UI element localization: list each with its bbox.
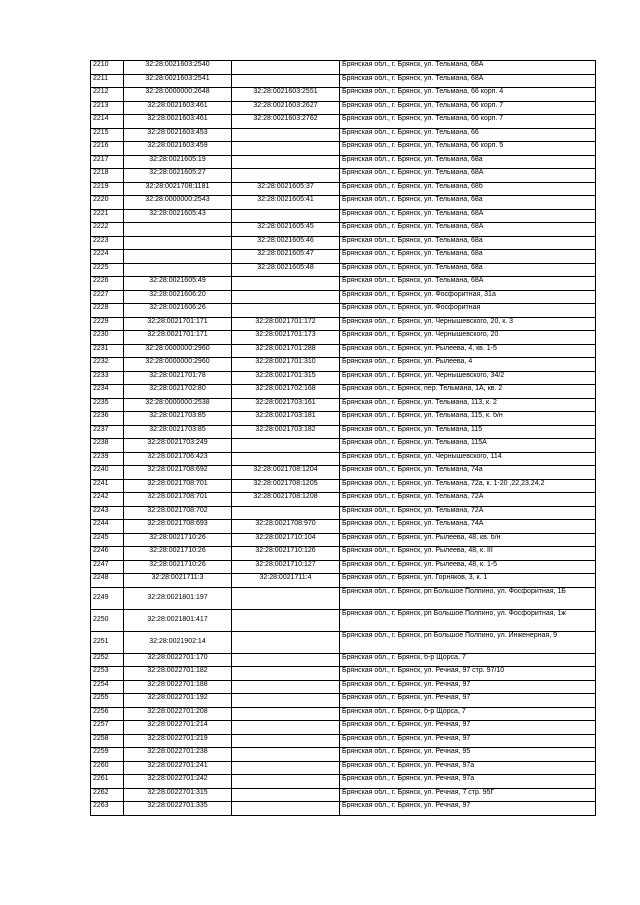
address-cell: Брянская обл., г. Брянск, ул. Тельмана, 68а	[340, 263, 596, 277]
table-row	[91, 88, 596, 102]
related-cadastral-number-cell	[232, 155, 340, 169]
related-cadastral-number-cell: 32:28:0021703:182	[232, 425, 340, 439]
table-row	[91, 304, 596, 318]
row-number: 2210	[91, 61, 124, 75]
row-number: 2245	[91, 533, 124, 547]
table-row	[91, 290, 596, 304]
row-number: 2256	[91, 707, 124, 721]
address-cell: Брянская обл., г. Брянск, ул. Тельмана, 74А	[340, 520, 596, 534]
related-cadastral-number-cell	[232, 694, 340, 708]
table-row	[91, 263, 596, 277]
address-cell: Брянская обл., г. Брянск, ул. Тельмана, 68а	[340, 250, 596, 264]
table-row	[91, 667, 596, 681]
cadastral-number-cell: 32:28:0021703:249	[124, 439, 232, 453]
cadastral-number-cell: 32:28:0021902:14	[124, 631, 232, 653]
cadastral-number-cell: 32:28:0021702:80	[124, 385, 232, 399]
related-cadastral-number-cell	[232, 169, 340, 183]
table-row	[91, 609, 596, 631]
related-cadastral-number-cell: 32:28:0021708:970	[232, 520, 340, 534]
table-row	[91, 748, 596, 762]
table-row	[91, 680, 596, 694]
address-cell: Брянская обл., г. Брянск, ул. Рылеева, 48, к. III	[340, 547, 596, 561]
address-cell: Брянская обл., г. Брянск, ул. Чернышевского, 34/2	[340, 371, 596, 385]
related-cadastral-number-cell	[232, 761, 340, 775]
table-row	[91, 761, 596, 775]
related-cadastral-number-cell: 32:28:0021605:37	[232, 182, 340, 196]
table-row	[91, 653, 596, 667]
table-row	[91, 707, 596, 721]
address-cell: Брянская обл., г. Брянск, ул. Речная, 97а	[340, 761, 596, 775]
related-cadastral-number-cell: 32:28:0021711:4	[232, 574, 340, 588]
related-cadastral-number-cell: 32:28:0021703:161	[232, 398, 340, 412]
address-cell: Брянская обл., г. Брянск, рп Большое Полпино, ул. Фосфоритная, 1Б	[340, 587, 596, 609]
table-row	[91, 452, 596, 466]
address-cell: Брянская обл., г. Брянск, ул. Речная, 95	[340, 748, 596, 762]
table-row	[91, 331, 596, 345]
related-cadastral-number-cell	[232, 609, 340, 631]
related-cadastral-number-cell	[232, 721, 340, 735]
row-number: 2253	[91, 667, 124, 681]
row-number: 2231	[91, 344, 124, 358]
row-number: 2262	[91, 788, 124, 802]
address-cell: Брянская обл., г. Брянск, ул. Тельмана, 66	[340, 128, 596, 142]
row-number: 2233	[91, 371, 124, 385]
table-row	[91, 694, 596, 708]
cadastral-number-cell: 32:28:0021605:19	[124, 155, 232, 169]
row-number: 2263	[91, 802, 124, 816]
row-number: 2239	[91, 452, 124, 466]
table-row	[91, 115, 596, 129]
table-row	[91, 182, 596, 196]
table-row	[91, 128, 596, 142]
table-row	[91, 506, 596, 520]
related-cadastral-number-cell: 32:28:0021701:288	[232, 344, 340, 358]
row-number: 2249	[91, 587, 124, 609]
related-cadastral-number-cell: 32:28:0021605:41	[232, 196, 340, 210]
related-cadastral-number-cell	[232, 304, 340, 318]
cadastral-number-cell: 32:28:0021708:693	[124, 520, 232, 534]
cadastral-number-cell	[124, 250, 232, 264]
cadastral-number-cell: 32:28:0021710:26	[124, 547, 232, 561]
cadastral-number-cell: 32:28:0000000:2538	[124, 398, 232, 412]
row-number: 2241	[91, 479, 124, 493]
table-row	[91, 398, 596, 412]
cadastral-number-cell: 32:28:0000000:2960	[124, 358, 232, 372]
table-row	[91, 560, 596, 574]
row-number: 2214	[91, 115, 124, 129]
row-number: 2255	[91, 694, 124, 708]
address-cell: Брянская обл., г. Брянск, ул. Тельмана, 68А	[340, 223, 596, 237]
address-cell: Брянская обл., г. Брянск, ул. Речная, 97	[340, 802, 596, 816]
table-row	[91, 371, 596, 385]
cadastral-number-cell: 32:28:0022701:315	[124, 788, 232, 802]
row-number: 2221	[91, 209, 124, 223]
related-cadastral-number-cell: 32:28:0021710:104	[232, 533, 340, 547]
cadastral-number-cell: 32:28:0021603:2541	[124, 74, 232, 88]
cadastral-number-cell	[124, 223, 232, 237]
related-cadastral-number-cell: 32:28:0021701:172	[232, 317, 340, 331]
related-cadastral-number-cell	[232, 707, 340, 721]
related-cadastral-number-cell	[232, 680, 340, 694]
related-cadastral-number-cell: 32:28:0021603:2551	[232, 88, 340, 102]
table-row	[91, 493, 596, 507]
cadastral-number-cell: 32:28:0022701:214	[124, 721, 232, 735]
cadastral-number-cell: 32:28:0021603:459	[124, 142, 232, 156]
row-number: 2236	[91, 412, 124, 426]
table-row	[91, 721, 596, 735]
table-row	[91, 344, 596, 358]
table-row	[91, 788, 596, 802]
address-cell: Брянская обл., г. Брянск, ул. Тельмана, 72а, к. 1-20 ,22,23,24,2	[340, 479, 596, 493]
row-number: 2230	[91, 331, 124, 345]
row-number: 2215	[91, 128, 124, 142]
related-cadastral-number-cell	[232, 631, 340, 653]
address-cell: Брянская обл., г. Брянск, ул. Речная, 7 стр. 95Г	[340, 788, 596, 802]
row-number: 2224	[91, 250, 124, 264]
table-row	[91, 385, 596, 399]
related-cadastral-number-cell: 32:28:0021710:126	[232, 547, 340, 561]
related-cadastral-number-cell	[232, 802, 340, 816]
cadastral-number-cell: 32:28:0021606:26	[124, 304, 232, 318]
row-number: 2211	[91, 74, 124, 88]
related-cadastral-number-cell	[232, 653, 340, 667]
related-cadastral-number-cell	[232, 61, 340, 75]
cadastral-number-cell: 32:28:0022701:241	[124, 761, 232, 775]
cadastral-number-cell: 32:28:0021708:1181	[124, 182, 232, 196]
table-row	[91, 358, 596, 372]
cadastral-number-cell: 32:28:0000000:2648	[124, 88, 232, 102]
address-cell: Брянская обл., г. Брянск, ул. Рылеева, 48, кв. б/н	[340, 533, 596, 547]
table-row	[91, 412, 596, 426]
cadastral-number-cell: 32:28:0021603:461	[124, 115, 232, 129]
row-number: 2227	[91, 290, 124, 304]
address-cell: Брянская обл., г. Брянск, ул. Тельмана, 72А	[340, 493, 596, 507]
related-cadastral-number-cell: 32:28:0021703:181	[232, 412, 340, 426]
cadastral-number-cell: 32:28:0022701:242	[124, 775, 232, 789]
address-cell: Брянская обл., г. Брянск, ул. Тельмана, 115	[340, 425, 596, 439]
address-cell: Брянская обл., г. Брянск, ул. Речная, 97	[340, 734, 596, 748]
address-cell: Брянская обл., г. Брянск, ул. Тельмана, 115А	[340, 439, 596, 453]
address-cell: Брянская обл., г. Брянск, ул. Тельмана, 66 корп. 7	[340, 115, 596, 129]
address-cell: Брянская обл., г. Брянск, ул. Тельмана, 66 корп. 5	[340, 142, 596, 156]
table-row	[91, 250, 596, 264]
row-number: 2212	[91, 88, 124, 102]
related-cadastral-number-cell: 32:28:0021605:47	[232, 250, 340, 264]
table-row	[91, 196, 596, 210]
table-row	[91, 802, 596, 816]
address-cell: Брянская обл., г. Брянск, ул. Речная, 97	[340, 694, 596, 708]
property-table	[90, 60, 596, 816]
related-cadastral-number-cell	[232, 439, 340, 453]
address-cell: Брянская обл., г. Брянск, пер. Тельмана, 1А, кв. 2	[340, 385, 596, 399]
cadastral-number-cell: 32:28:0021710:26	[124, 560, 232, 574]
row-number: 2218	[91, 169, 124, 183]
address-cell: Брянская обл., г. Брянск, ул. Тельмана, 68б	[340, 182, 596, 196]
related-cadastral-number-cell	[232, 587, 340, 609]
cadastral-number-cell: 32:28:0000000:2543	[124, 196, 232, 210]
row-number: 2250	[91, 609, 124, 631]
address-cell: Брянская обл., г. Брянск, ул. Рылеева, 4, кв. 1-5	[340, 344, 596, 358]
row-number: 2260	[91, 761, 124, 775]
cadastral-number-cell: 32:28:0022701:208	[124, 707, 232, 721]
cadastral-number-cell: 32:28:0021605:49	[124, 277, 232, 291]
table-row	[91, 587, 596, 609]
table-row	[91, 61, 596, 75]
table-body	[91, 61, 596, 816]
cadastral-number-cell: 32:28:0021603:461	[124, 101, 232, 115]
cadastral-number-cell: 32:28:0000000:2960	[124, 344, 232, 358]
table-row	[91, 547, 596, 561]
cadastral-number-cell: 32:28:0022701:170	[124, 653, 232, 667]
address-cell: Брянская обл., г. Брянск, ул. Тельмана, 68А	[340, 209, 596, 223]
cadastral-number-cell: 32:28:0021701:171	[124, 331, 232, 345]
address-cell: Брянская обл., г. Брянск, ул. Речная, 97	[340, 680, 596, 694]
address-cell: Брянская обл., г. Брянск, ул. Чернышевского, 20	[340, 331, 596, 345]
cadastral-number-cell: 32:28:0022701:182	[124, 667, 232, 681]
address-cell: Брянская обл., г. Брянск, ул. Рылеева, 4	[340, 358, 596, 372]
address-cell: Брянская обл., г. Брянск, ул. Тельмана, 68А	[340, 169, 596, 183]
address-cell: Брянская обл., г. Брянск, ул. Тельмана, 68а	[340, 236, 596, 250]
row-number: 2228	[91, 304, 124, 318]
related-cadastral-number-cell	[232, 74, 340, 88]
related-cadastral-number-cell: 32:28:0021708:1208	[232, 493, 340, 507]
cadastral-number-cell: 32:28:0021708:701	[124, 479, 232, 493]
address-cell: Брянская обл., г. Брянск, ул. Тельмана, 68а	[340, 196, 596, 210]
address-cell: Брянская обл., г. Брянск, б-р Щорса, 7	[340, 707, 596, 721]
related-cadastral-number-cell: 32:28:0021603:2627	[232, 101, 340, 115]
related-cadastral-number-cell	[232, 788, 340, 802]
table-row	[91, 479, 596, 493]
row-number: 2222	[91, 223, 124, 237]
address-cell: Брянская обл., г. Брянск, б-р Щорса, 7	[340, 653, 596, 667]
table-row	[91, 317, 596, 331]
address-cell: Брянская обл., г. Брянск, ул. Тельмана, 68А	[340, 74, 596, 88]
row-number: 2232	[91, 358, 124, 372]
row-number: 2248	[91, 574, 124, 588]
cadastral-number-cell: 32:28:0022701:238	[124, 748, 232, 762]
related-cadastral-number-cell	[232, 277, 340, 291]
row-number: 2217	[91, 155, 124, 169]
row-number: 2261	[91, 775, 124, 789]
cadastral-number-cell: 32:28:0021701:171	[124, 317, 232, 331]
row-number: 2257	[91, 721, 124, 735]
row-number: 2235	[91, 398, 124, 412]
related-cadastral-number-cell: 32:28:0021710:127	[232, 560, 340, 574]
address-cell: Брянская обл., г. Брянск, ул. Тельмана, 74а	[340, 466, 596, 480]
cadastral-number-cell: 32:28:0021708:701	[124, 493, 232, 507]
cadastral-number-cell: 32:28:0021706:423	[124, 452, 232, 466]
cadastral-number-cell: 32:28:0021703:85	[124, 425, 232, 439]
table-row	[91, 169, 596, 183]
address-cell: Брянская обл., г. Брянск, ул. Горняков, 3, к. 1	[340, 574, 596, 588]
row-number: 2213	[91, 101, 124, 115]
address-cell: Брянская обл., г. Брянск, ул. Тельмана, 68А	[340, 277, 596, 291]
table-row	[91, 425, 596, 439]
row-number: 2251	[91, 631, 124, 653]
table-row	[91, 775, 596, 789]
cadastral-number-cell: 32:28:0021801:197	[124, 587, 232, 609]
row-number: 2223	[91, 236, 124, 250]
address-cell: Брянская обл., г. Брянск, рп Большое Полпино, ул. Инженерная, 9	[340, 631, 596, 653]
table-row	[91, 520, 596, 534]
table-row	[91, 74, 596, 88]
cadastral-number-cell: 32:28:0021606:20	[124, 290, 232, 304]
row-number: 2247	[91, 560, 124, 574]
related-cadastral-number-cell	[232, 506, 340, 520]
cadastral-number-cell: 32:28:0022701:192	[124, 694, 232, 708]
row-number: 2237	[91, 425, 124, 439]
related-cadastral-number-cell: 32:28:0021708:1204	[232, 466, 340, 480]
row-number: 2259	[91, 748, 124, 762]
row-number: 2220	[91, 196, 124, 210]
related-cadastral-number-cell	[232, 775, 340, 789]
row-number: 2242	[91, 493, 124, 507]
cadastral-number-cell: 32:28:0021603:453	[124, 128, 232, 142]
cadastral-number-cell: 32:28:0021605:27	[124, 169, 232, 183]
cadastral-number-cell: 32:28:0022701:188	[124, 680, 232, 694]
cadastral-number-cell: 32:28:0021701:78	[124, 371, 232, 385]
cadastral-number-cell: 32:28:0021703:85	[124, 412, 232, 426]
table-row	[91, 101, 596, 115]
row-number: 2258	[91, 734, 124, 748]
related-cadastral-number-cell	[232, 290, 340, 304]
related-cadastral-number-cell	[232, 128, 340, 142]
address-cell: Брянская обл., г. Брянск, ул. Фосфоритная, 31а	[340, 290, 596, 304]
cadastral-number-cell: 32:28:0021801:417	[124, 609, 232, 631]
related-cadastral-number-cell	[232, 734, 340, 748]
cadastral-number-cell: 32:28:0022701:219	[124, 734, 232, 748]
row-number: 2254	[91, 680, 124, 694]
related-cadastral-number-cell	[232, 667, 340, 681]
row-number: 2225	[91, 263, 124, 277]
table-row	[91, 236, 596, 250]
cadastral-number-cell	[124, 263, 232, 277]
address-cell: Брянская обл., г. Брянск, ул. Тельмана, 66 корп. 4	[340, 88, 596, 102]
row-number: 2216	[91, 142, 124, 156]
cadastral-number-cell: 32:28:0021711:3	[124, 574, 232, 588]
row-number: 2234	[91, 385, 124, 399]
cadastral-number-cell	[124, 236, 232, 250]
address-cell: Брянская обл., г. Брянск, ул. Тельмана, 68А	[340, 61, 596, 75]
table-row	[91, 631, 596, 653]
table-row	[91, 155, 596, 169]
address-cell: Брянская обл., г. Брянск, ул. Чернышевского, 114	[340, 452, 596, 466]
address-cell: Брянская обл., г. Брянск, ул. Речная, 97 стр. 97/10	[340, 667, 596, 681]
row-number: 2219	[91, 182, 124, 196]
address-cell: Брянская обл., г. Брянск, ул. Речная, 97а	[340, 775, 596, 789]
related-cadastral-number-cell: 32:28:0021701:173	[232, 331, 340, 345]
address-cell: Брянская обл., г. Брянск, ул. Чернышевского, 20, к. 3	[340, 317, 596, 331]
row-number: 2229	[91, 317, 124, 331]
related-cadastral-number-cell	[232, 748, 340, 762]
cadastral-number-cell: 32:28:0021708:692	[124, 466, 232, 480]
row-number: 2252	[91, 653, 124, 667]
address-cell: Брянская обл., г. Брянск, рп Большое Полпино, ул. Фосфоритная, 1ж	[340, 609, 596, 631]
row-number: 2240	[91, 466, 124, 480]
address-cell: Брянская обл., г. Брянск, ул. Рылеева, 48, к. 1-5	[340, 560, 596, 574]
address-cell: Брянская обл., г. Брянск, ул. Речная, 97	[340, 721, 596, 735]
related-cadastral-number-cell	[232, 452, 340, 466]
related-cadastral-number-cell: 32:28:0021603:2762	[232, 115, 340, 129]
table-row	[91, 533, 596, 547]
address-cell: Брянская обл., г. Брянск, ул. Тельмана, 66 корп. 7	[340, 101, 596, 115]
row-number: 2226	[91, 277, 124, 291]
related-cadastral-number-cell	[232, 142, 340, 156]
address-cell: Брянская обл., г. Брянск, ул. Тельмана, 115, к. б/н	[340, 412, 596, 426]
cadastral-number-cell: 32:28:0021710:26	[124, 533, 232, 547]
table-row	[91, 574, 596, 588]
related-cadastral-number-cell: 32:28:0021708:1205	[232, 479, 340, 493]
related-cadastral-number-cell: 32:28:0021701:310	[232, 358, 340, 372]
table-row	[91, 209, 596, 223]
table-row	[91, 142, 596, 156]
table-row	[91, 277, 596, 291]
address-cell: Брянская обл., г. Брянск, ул. Тельмана, 113, к. 2	[340, 398, 596, 412]
cadastral-number-cell: 32:28:0022701:335	[124, 802, 232, 816]
related-cadastral-number-cell: 32:28:0021701:315	[232, 371, 340, 385]
table-row	[91, 734, 596, 748]
cadastral-number-cell: 32:28:0021708:702	[124, 506, 232, 520]
related-cadastral-number-cell	[232, 209, 340, 223]
table-row	[91, 466, 596, 480]
address-cell: Брянская обл., г. Брянск, ул. Тельмана, 68а	[340, 155, 596, 169]
table-row	[91, 223, 596, 237]
row-number: 2243	[91, 506, 124, 520]
row-number: 2246	[91, 547, 124, 561]
cadastral-number-cell: 32:28:0021603:2540	[124, 61, 232, 75]
related-cadastral-number-cell: 32:28:0021605:48	[232, 263, 340, 277]
address-cell: Брянская обл., г. Брянск, ул. Фосфоритная	[340, 304, 596, 318]
address-cell: Брянская обл., г. Брянск, ул. Тельмана, 72А	[340, 506, 596, 520]
table-row	[91, 439, 596, 453]
cadastral-number-cell: 32:28:0021605:43	[124, 209, 232, 223]
related-cadastral-number-cell: 32:28:0021605:46	[232, 236, 340, 250]
related-cadastral-number-cell: 32:28:0021605:45	[232, 223, 340, 237]
related-cadastral-number-cell: 32:28:0021702:168	[232, 385, 340, 399]
row-number: 2244	[91, 520, 124, 534]
row-number: 2238	[91, 439, 124, 453]
